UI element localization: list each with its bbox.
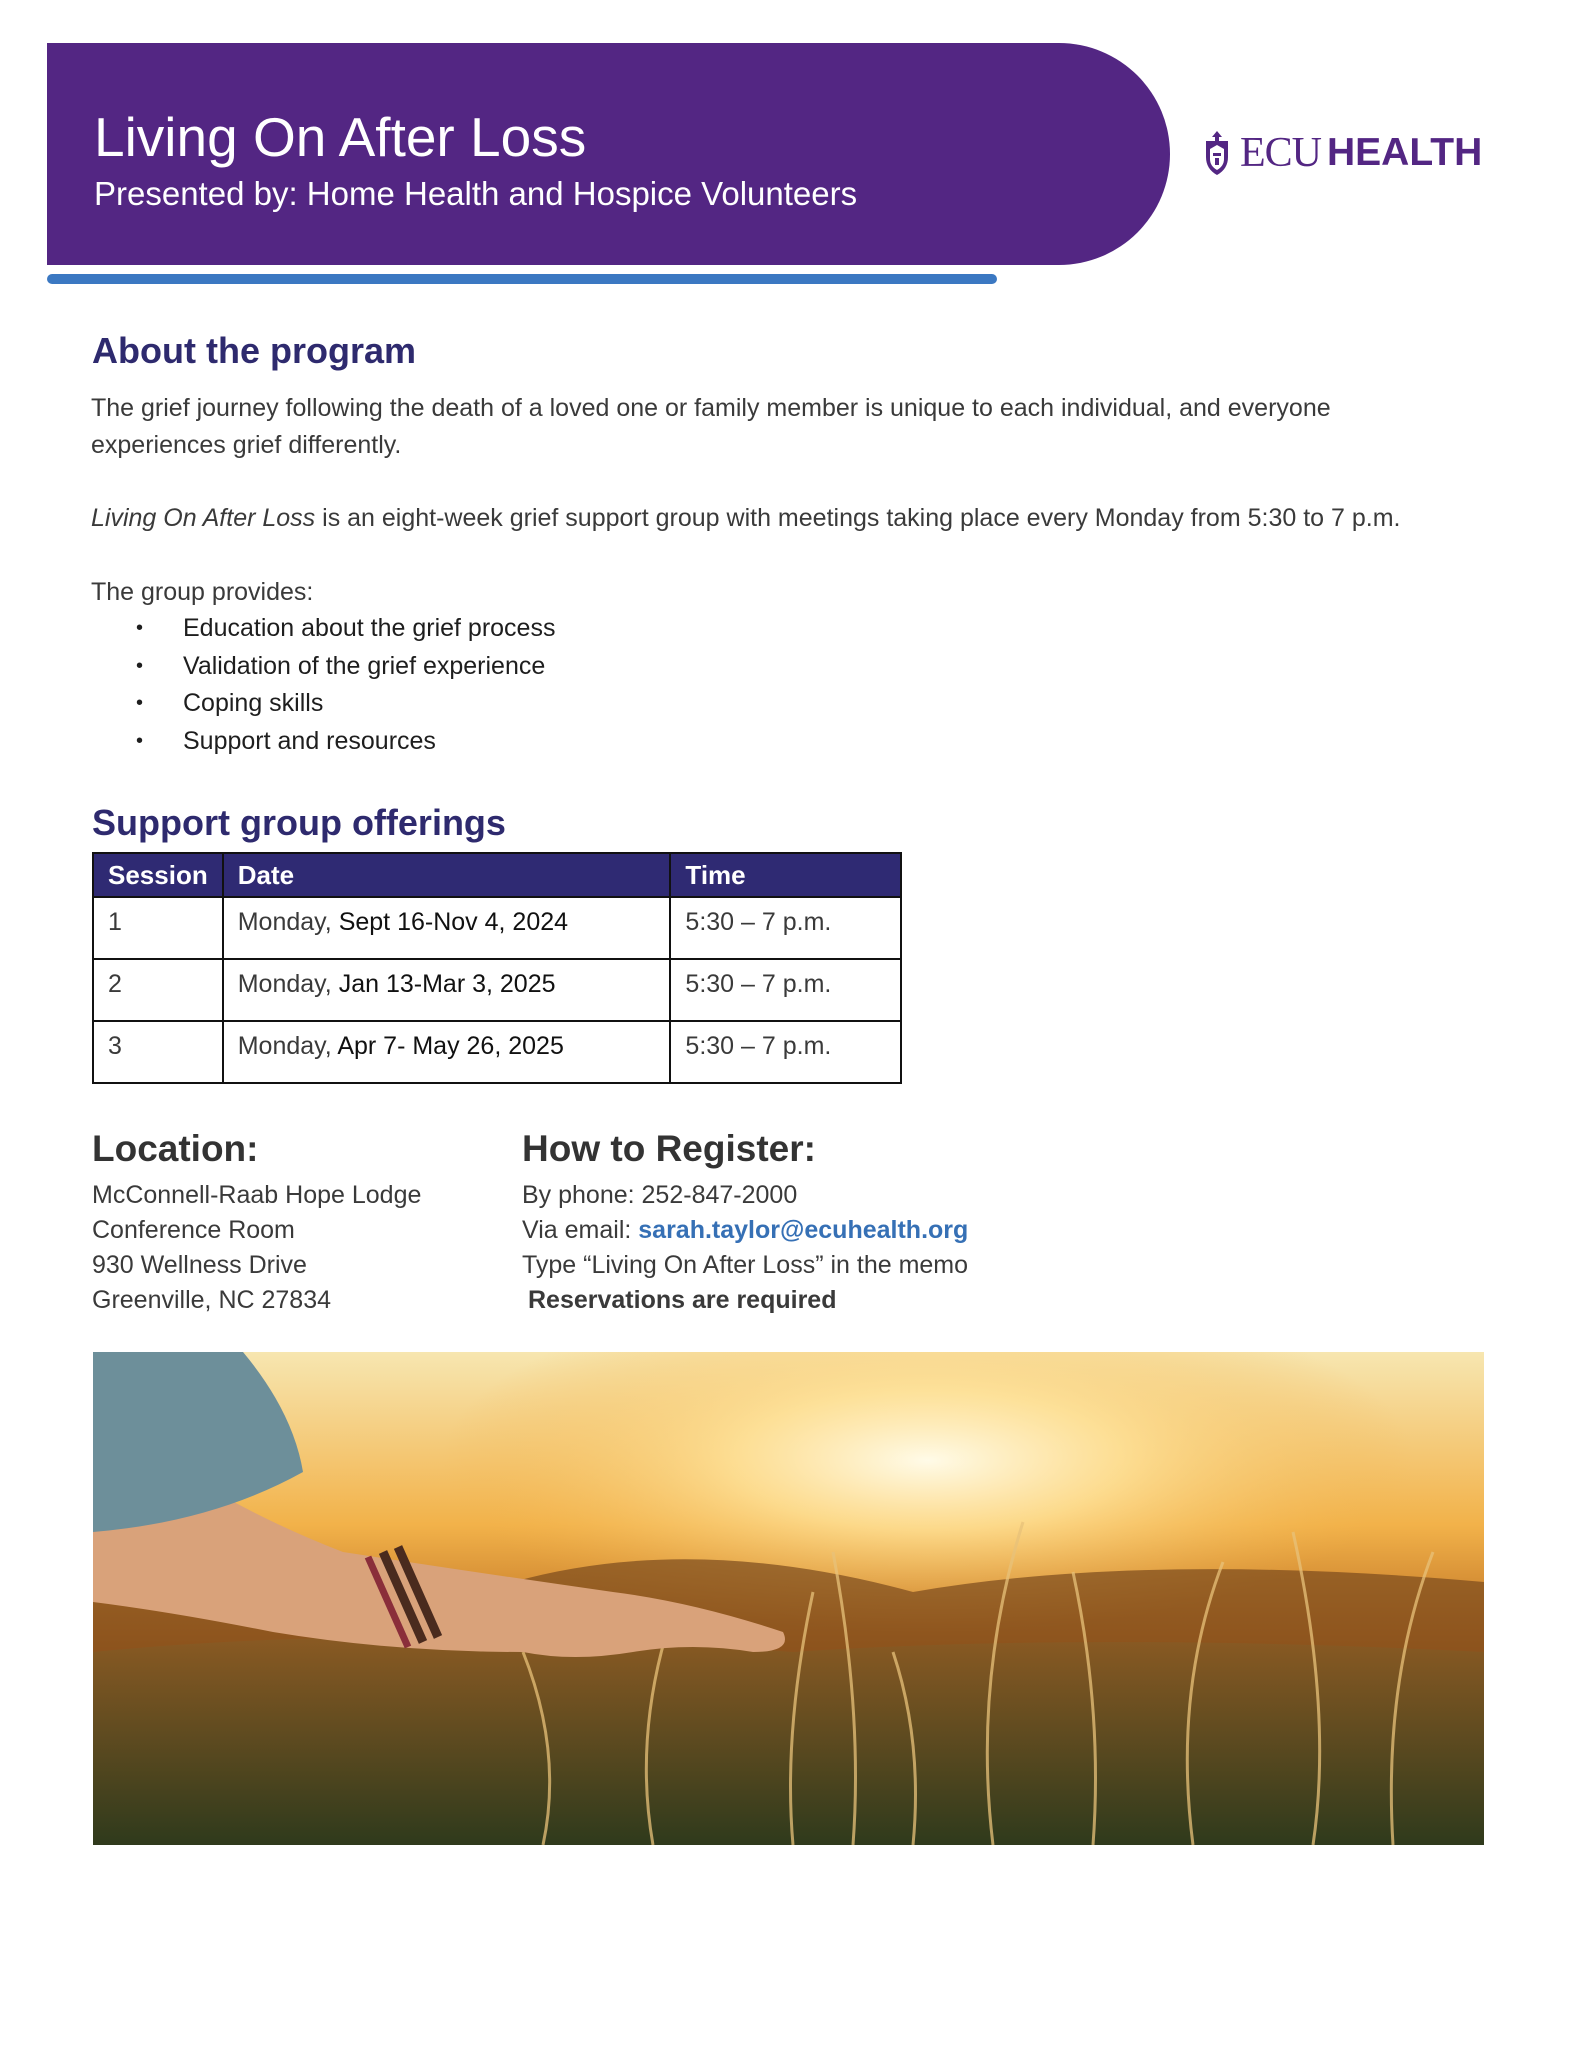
about-paragraph-2 bbox=[91, 500, 1511, 537]
program-name: Living On After Loss bbox=[91, 504, 316, 532]
crest-icon bbox=[1198, 129, 1236, 177]
session-cell: 2 bbox=[93, 959, 223, 1021]
register-email-line bbox=[522, 1213, 968, 1248]
hero-photo bbox=[93, 1352, 1484, 1845]
location-heading: Location: bbox=[92, 1128, 259, 1169]
column-header-date: Date bbox=[223, 853, 671, 897]
register-memo: Type “Living On After Loss” in the memo bbox=[522, 1251, 969, 1279]
table-row bbox=[93, 959, 901, 1021]
location-line: 930 Wellness Drive bbox=[92, 1251, 307, 1279]
register-details bbox=[522, 1178, 968, 1318]
session-cell: 1 bbox=[93, 897, 223, 959]
about-paragraph-1: The grief journey following the death of a loved one or family member is unique to each individual, and everyone experiences grief differently. bbox=[91, 394, 1331, 459]
list-item: • Validation of the grief experience bbox=[91, 648, 555, 686]
column-header-time: Time bbox=[670, 853, 901, 897]
time-cell: 5:30 – 7 p.m. bbox=[670, 959, 901, 1021]
time-cell: 5:30 – 7 p.m. bbox=[670, 1021, 901, 1083]
sunset-field-illustration bbox=[93, 1352, 1484, 1845]
accent-rule bbox=[47, 274, 997, 284]
table-row bbox=[93, 1021, 901, 1083]
list-item: • Coping skills bbox=[91, 685, 555, 723]
date-range: Apr 7- May 26, 2025 bbox=[337, 1032, 564, 1060]
session-cell: 3 bbox=[93, 1021, 223, 1083]
date-day: Monday, bbox=[237, 908, 332, 936]
register-email-label: Via email: bbox=[522, 1216, 639, 1244]
register-email-link[interactable]: sarah.taylor@ecuhealth.org bbox=[638, 1216, 969, 1244]
location-line: McConnell-Raab Hope Lodge bbox=[92, 1181, 422, 1209]
date-cell bbox=[223, 959, 671, 1021]
register-phone: By phone: 252-847-2000 bbox=[522, 1181, 798, 1209]
provides-list bbox=[91, 610, 555, 760]
table-header-row bbox=[93, 853, 901, 897]
list-item: • Education about the grief process bbox=[91, 610, 555, 648]
program-description: is an eight-week grief support group with meetings taking place every Monday from 5:30 to 7 p.m. bbox=[315, 504, 1401, 532]
offerings-heading: Support group offerings bbox=[92, 802, 506, 843]
time-cell: 5:30 – 7 p.m. bbox=[670, 897, 901, 959]
reservations-required: Reservations are required bbox=[528, 1286, 837, 1314]
date-day: Monday, bbox=[237, 1032, 332, 1060]
provides-intro: The group provides: bbox=[91, 578, 314, 606]
column-header-session: Session bbox=[93, 853, 223, 897]
page-subtitle: Presented by: Home Health and Hospice Volunteers bbox=[94, 175, 858, 212]
date-day: Monday, bbox=[237, 970, 332, 998]
about-heading: About the program bbox=[92, 330, 416, 371]
ecu-health-logo bbox=[1198, 128, 1482, 178]
table-row bbox=[93, 897, 901, 959]
date-range: Sept 16-Nov 4, 2024 bbox=[338, 908, 569, 936]
page-title: Living On After Loss bbox=[94, 106, 587, 168]
register-heading: How to Register: bbox=[522, 1128, 816, 1169]
logo-ecu-text: ECU bbox=[1240, 130, 1321, 176]
date-range: Jan 13-Mar 3, 2025 bbox=[338, 970, 556, 998]
logo-health-text: HEALTH bbox=[1327, 131, 1483, 174]
date-cell bbox=[223, 1021, 671, 1083]
location-line: Greenville, NC 27834 bbox=[92, 1286, 332, 1314]
location-address bbox=[92, 1178, 421, 1318]
list-item: • Support and resources bbox=[91, 723, 555, 761]
location-line: Conference Room bbox=[92, 1216, 295, 1244]
offerings-table bbox=[92, 852, 902, 1084]
header-banner bbox=[47, 43, 1170, 265]
date-cell bbox=[223, 897, 671, 959]
